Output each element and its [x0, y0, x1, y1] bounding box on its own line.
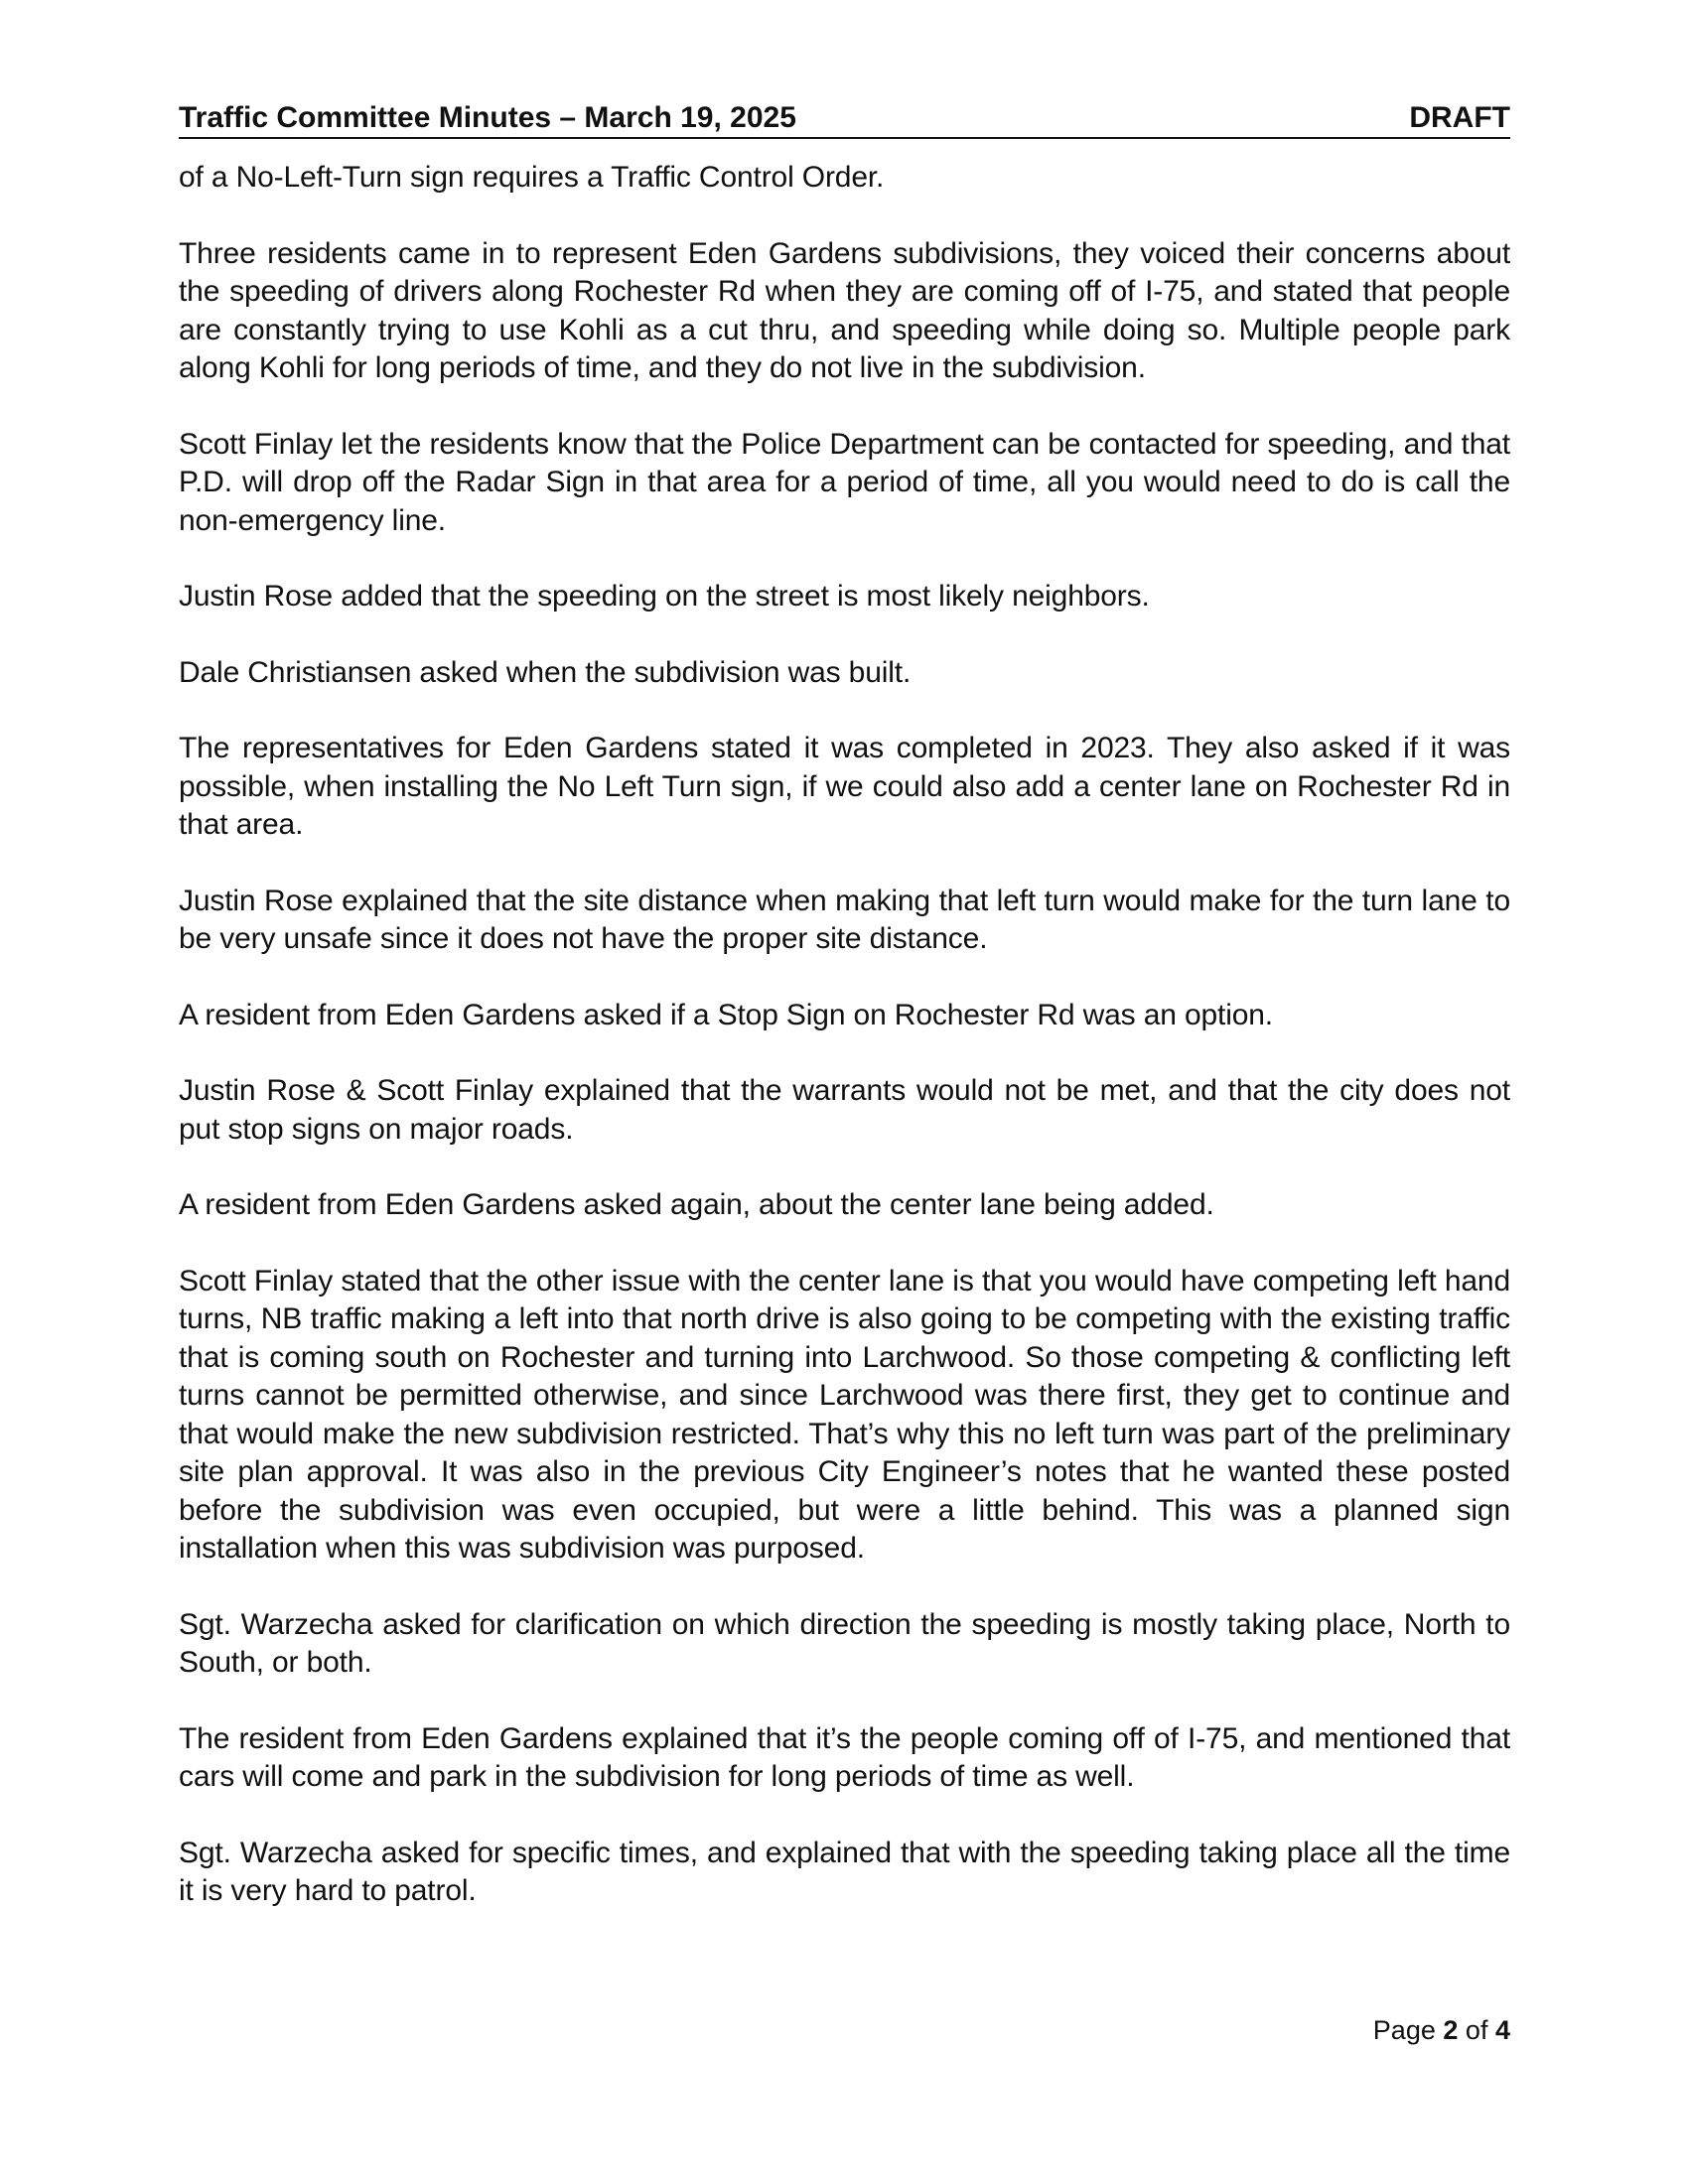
page-number-footer [1172, 2013, 1510, 2047]
minutes-body [179, 159, 1510, 1949]
paragraph-finlay-police: Scott Finlay let the residents know that the Police Department can be contacted for speeding, and that P.D. will drop off the Radar Sign in that area for a period of time, all you would need to do is call the non-emergency line. [179, 427, 1510, 537]
paragraph-warrants: Justin Rose & Scott Finlay explained that the warrants would not be met, and that the city does not put stop signs on major roads. [179, 1074, 1510, 1146]
draft-label: DRAFT [1409, 101, 1510, 134]
paragraph-representatives-center-lane: The representatives for Eden Gardens stated it was completed in 2023. They also asked if it was possible, when installing the No Left Turn sign, if we could also add a center lane on Rochester Rd in that area. [179, 732, 1510, 841]
of-word: of [1465, 2015, 1488, 2045]
page-word: Page [1372, 2015, 1436, 2045]
paragraph-resident-center-lane-again: A resident from Eden Gardens asked again, about the center lane being added. [179, 1188, 1214, 1221]
document-title: Traffic Committee Minutes – March 19, 2025 [179, 101, 796, 134]
paragraph-rose-neighbors: Justin Rose added that the speeding on the street is most likely neighbors. [179, 580, 1150, 613]
paragraph-resident-i75: The resident from Eden Gardens explained that it’s the people coming off of I-75, and mentioned that cars will come and park in the subdivision for long periods of time as well. [179, 1721, 1510, 1793]
paragraph-warzecha-direction: Sgt. Warzecha asked for clarification on which direction the speeding is mostly taking place, North to South, or both. [179, 1607, 1510, 1679]
paragraph-warzecha-patrol: Sgt. Warzecha asked for specific times, and explained that with the speeding taking place all the time it is very hard to patrol. [179, 1836, 1510, 1907]
paragraph-christiansen-question: Dale Christiansen asked when the subdivision was built. [179, 655, 912, 689]
current-page-number: 2 [1443, 2015, 1459, 2045]
total-page-count: 4 [1494, 2015, 1510, 2045]
paragraph-residents-concerns: Three residents came in to represent Eden Gardens subdivisions, they voiced their concerns about the speeding of drivers along Rochester Rd when they are coming off of I-75, and stated that people are constantly trying to use Kohli as a cut thru, and speeding while doing so. Multiple people park along Kohli for long periods of time, and they do not live in the subdivision. [179, 236, 1510, 384]
page-header [179, 95, 1510, 139]
paragraph-continuation: of a No-Left-Turn sign requires a Traffic Control Order. [179, 161, 885, 194]
paragraph-rose-site-distance: Justin Rose explained that the site distance when making that left turn would make for the turn lane to be very unsafe since it does not have the proper site distance. [179, 884, 1510, 955]
paragraph-resident-stop-sign: A resident from Eden Gardens asked if a Stop Sign on Rochester Rd was an option. [179, 998, 1273, 1031]
paragraph-finlay-competing-turns: Scott Finlay stated that the other issue with the center lane is that you would have competing left hand turns, NB traffic making a left into that north drive is also going to be competing with the existing traffic that is coming south on Rochester and turning into Larchwood. So those competing & conflicting left turns cannot be permitted otherwise, and since Larchwood was there first, they get to continue and that would make the new subdivision restricted. That’s why this no left turn was part of the preliminary site plan approval. It was also in the previous City Engineer’s notes that he wanted these posted before the subdivision was even occupied, but were a little behind. This was a planned sign installation when this was subdivision was purposed. [179, 1264, 1510, 1565]
